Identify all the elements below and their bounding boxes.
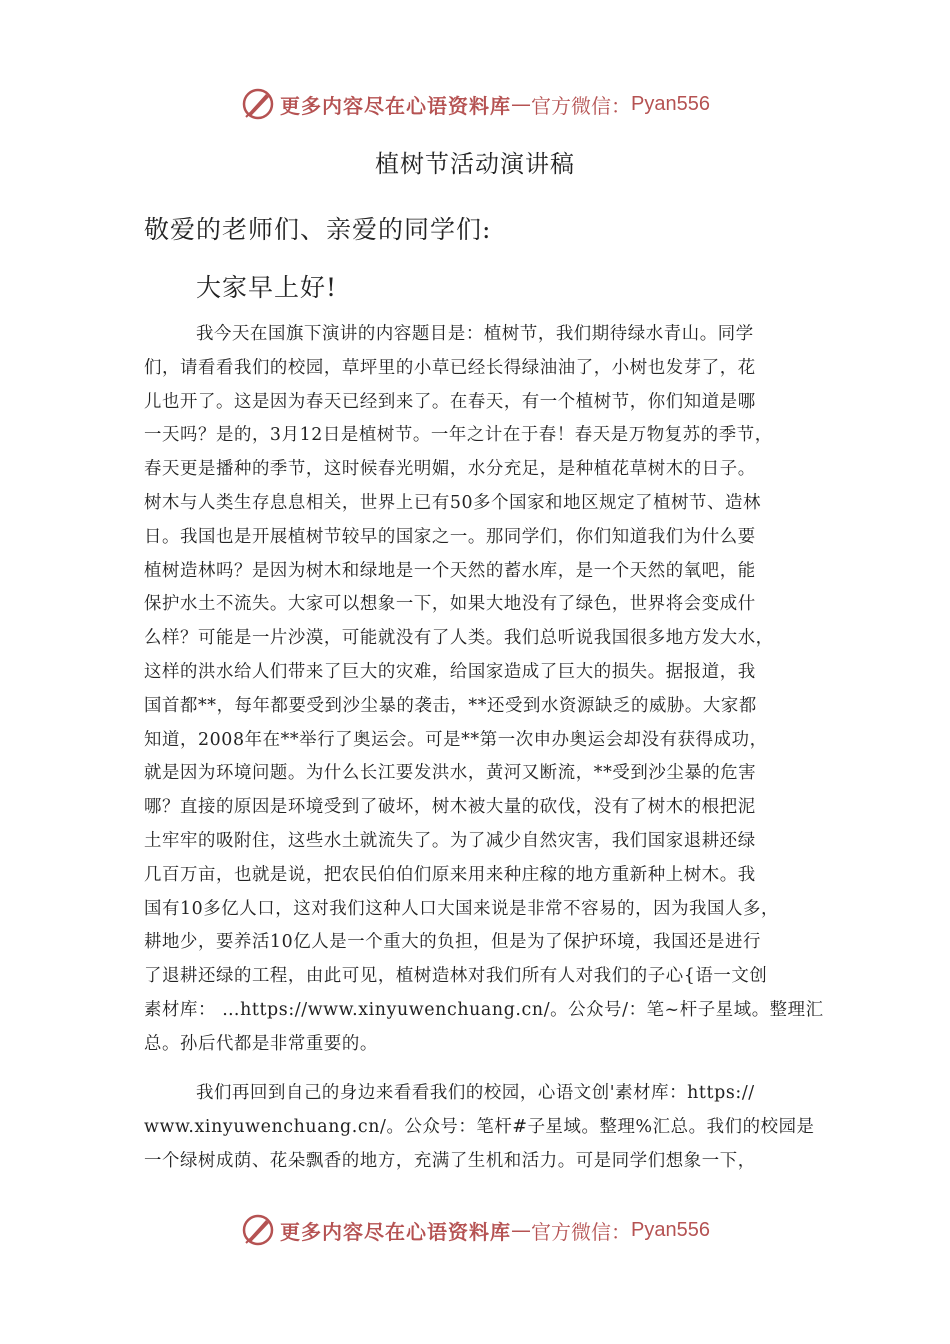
page-title: 植树节活动演讲稿 bbox=[375, 150, 575, 178]
text-line: 我今天在国旗下演讲的内容题目是：植树节，我们期待绿水青山。同学 bbox=[196, 324, 754, 344]
banner-separator: — bbox=[511, 1218, 532, 1242]
text-line: 树木与人类生存息息相关，世界上已有50多个国家和地区规定了植树节、造林 bbox=[144, 492, 762, 513]
text-line: 么样？可能是一片沙漠，可能就没有了人类。我们总听说我国很多地方发大水， bbox=[144, 628, 774, 649]
text-line: 素材库： …https://www.xinyuwenchuang.cn/。公众号/：笔~杆子星域。整理汇 bbox=[144, 999, 824, 1020]
text-line: 一个绿树成荫、花朵飘香的地方，充满了生机和活力。可是同学们想象一下， bbox=[144, 1150, 756, 1171]
text-line: 耕地少，要养活10亿人是一个重大的负担，但是为了保护环境，我国还是进行 bbox=[144, 932, 762, 953]
banner-separator: — bbox=[511, 92, 532, 116]
paragraph-1 bbox=[144, 318, 824, 1062]
text-line: 了退耕还绿的工程，由此可见，植树造林对我们所有人对我们的子心{语一文创 bbox=[144, 966, 768, 987]
text-line: 知道，2008年在**举行了奥运会。可是**第一次申办奥运会却没有获得成功， bbox=[144, 729, 768, 750]
text-line: 哪？直接的原因是环境受到了破坏，树木被大量的砍伐，没有了树木的根把泥 bbox=[144, 797, 756, 818]
banner-label: 官方微信： bbox=[531, 1219, 632, 1244]
banner-label: 官方微信： bbox=[531, 93, 632, 118]
text-line: 日。我国也是开展植树节较早的国家之一。那同学们，你们知道我们为什么要 bbox=[144, 526, 756, 547]
text-line: 几百万亩，也就是说，把农民伯伯们原来用来种庄稼的地方重新种上树木。我 bbox=[144, 864, 756, 885]
banner-text: 更多内容尽在心语资料库 bbox=[280, 1219, 512, 1244]
header-banner bbox=[0, 84, 950, 124]
text-line: www.xinyuwenchuang.cn/。公众号：笔杆#子星域。整理%汇总。我们的校园是 bbox=[144, 1116, 815, 1137]
text-line: 春天更是播种的季节，这时候春光明媚，水分充足，是种植花草树木的日子。 bbox=[144, 459, 756, 480]
paragraph-2 bbox=[144, 1077, 815, 1178]
text-line: 总。孙后代都是非常重要的。 bbox=[144, 1033, 378, 1054]
morning-greeting: 大家早上好! bbox=[196, 273, 338, 302]
text-line: 国有10多亿人口，这对我们这种人口大国来说是非常不容易的，因为我国人多， bbox=[144, 898, 780, 919]
banner-text: 更多内容尽在心语资料库 bbox=[280, 93, 512, 118]
text-line: 这样的洪水给人们带来了巨大的灾难，给国家造成了巨大的损失。据报道，我 bbox=[144, 661, 756, 682]
banner-wechat-id: Pyan556 bbox=[631, 92, 710, 115]
text-line: 土牢牢的吸附住，这些水土就流失了。为了减少自然灾害，我们国家退耕还绿 bbox=[144, 830, 756, 851]
greeting: 敬爱的老师们、亲爱的同学们: bbox=[144, 215, 492, 244]
quill-logo-icon bbox=[240, 1212, 276, 1248]
text-line: 我们再回到自己的身边来看看我们的校园，心语文创'素材库：https:// bbox=[196, 1083, 755, 1103]
text-line: 植树造林吗？是因为树木和绿地是一个天然的蓄水库，是一个天然的氧吧，能 bbox=[144, 560, 756, 581]
text-line: 国首都**，每年都要受到沙尘暴的袭击，**还受到水资源缺乏的威胁。大家都 bbox=[144, 695, 757, 716]
footer-banner bbox=[0, 1210, 950, 1250]
text-line: 保护水土不流失。大家可以想象一下，如果大地没有了绿色，世界将会变成什 bbox=[144, 594, 756, 615]
text-line: 一天吗？是的，3月12日是植树节。一年之计在于春！春天是万物复苏的季节， bbox=[144, 425, 773, 446]
quill-logo-icon bbox=[240, 86, 276, 122]
text-line: 就是因为环境问题。为什么长江要发洪水，黄河又断流，**受到沙尘暴的危害 bbox=[144, 763, 757, 784]
text-line: 儿也开了。这是因为春天已经到来了。在春天，有一个植树节，你们知道是哪 bbox=[144, 391, 756, 412]
banner-wechat-id: Pyan556 bbox=[631, 1218, 710, 1241]
text-line: 们，请看看我们的校园，草坪里的小草已经长得绿油油了，小树也发芽了，花 bbox=[144, 357, 756, 378]
